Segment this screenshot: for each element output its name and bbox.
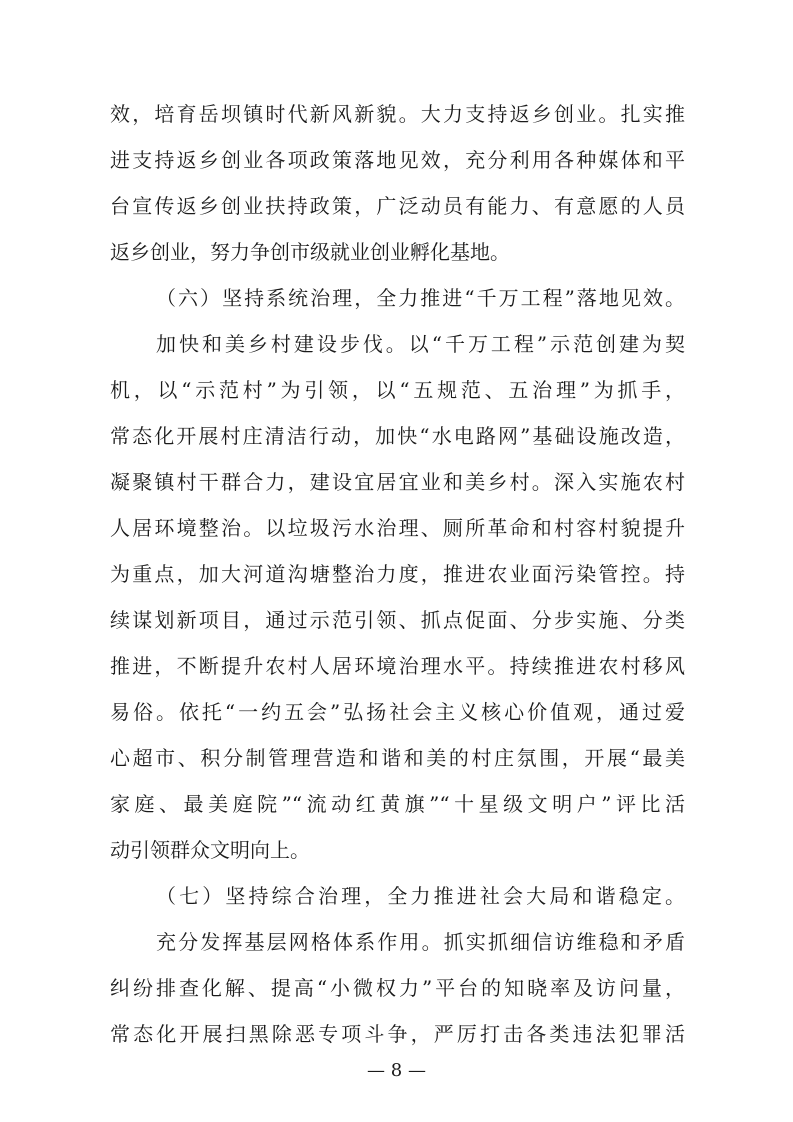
section-heading-six: （六）坚持系统治理，全力推进“千万工程”落地见效。 (156, 286, 685, 310)
text-line-1: 效，培育岳坝镇时代新风新貌。大力支持返乡创业。扎实推 (110, 102, 685, 126)
text-line-11: 为重点，加大河道沟塘整治力度，推进农业面污染管控。持 (110, 562, 685, 586)
text-line-12: 续谋划新项目，通过示范引领、抓点促面、分步实施、分类 (110, 608, 685, 632)
text-line-3: 台宣传返乡创业扶持政策，广泛动员有能力、有意愿的人员 (110, 194, 685, 218)
text-line-9: 凝聚镇村干群合力，建设宜居宜业和美乡村。深入实施农村 (110, 470, 685, 494)
text-line-14: 易俗。依托“一约五会”弘扬社会主义核心价值观，通过爱 (110, 700, 685, 724)
text-line-19: 充分发挥基层网格体系作用。抓实抓细信访维稳和矛盾 (156, 930, 685, 954)
page-number: — 8 — (367, 1060, 426, 1081)
text-line-13: 推进，不断提升农村人居环境治理水平。持续推进农村移风 (110, 654, 685, 678)
text-line-10: 人居环境整治。以垃圾污水治理、厕所革命和村容村貌提升 (110, 516, 685, 540)
text-line-7: 机，以“示范村”为引领，以“五规范、五治理”为抓手， (110, 378, 685, 402)
text-line-16: 家庭、最美庭院”“流动红黄旗”“十星级文明户”评比活 (110, 792, 685, 816)
text-line-20: 纠纷排查化解、提高“小微权力”平台的知晓率及访问量， (110, 976, 685, 1000)
text-line-6: 加快和美乡村建设步伐。以“千万工程”示范创建为契 (156, 332, 685, 356)
text-line-2: 进支持返乡创业各项政策落地见效，充分利用各种媒体和平 (110, 148, 685, 172)
text-line-15: 心超市、积分制管理营造和谐和美的村庄氛围，开展“最美 (110, 746, 685, 770)
text-line-17: 动引领群众文明向上。 (110, 838, 310, 862)
text-line-4: 返乡创业，努力争创市级就业创业孵化基地。 (110, 240, 510, 264)
text-line-8: 常态化开展村庄清洁行动，加快“水电路网”基础设施改造， (110, 424, 685, 448)
text-line-21: 常态化开展扫黑除恶专项斗争，严厉打击各类违法犯罪活 (110, 1022, 685, 1046)
section-heading-seven: （七）坚持综合治理，全力推进社会大局和谐稳定。 (156, 884, 685, 908)
